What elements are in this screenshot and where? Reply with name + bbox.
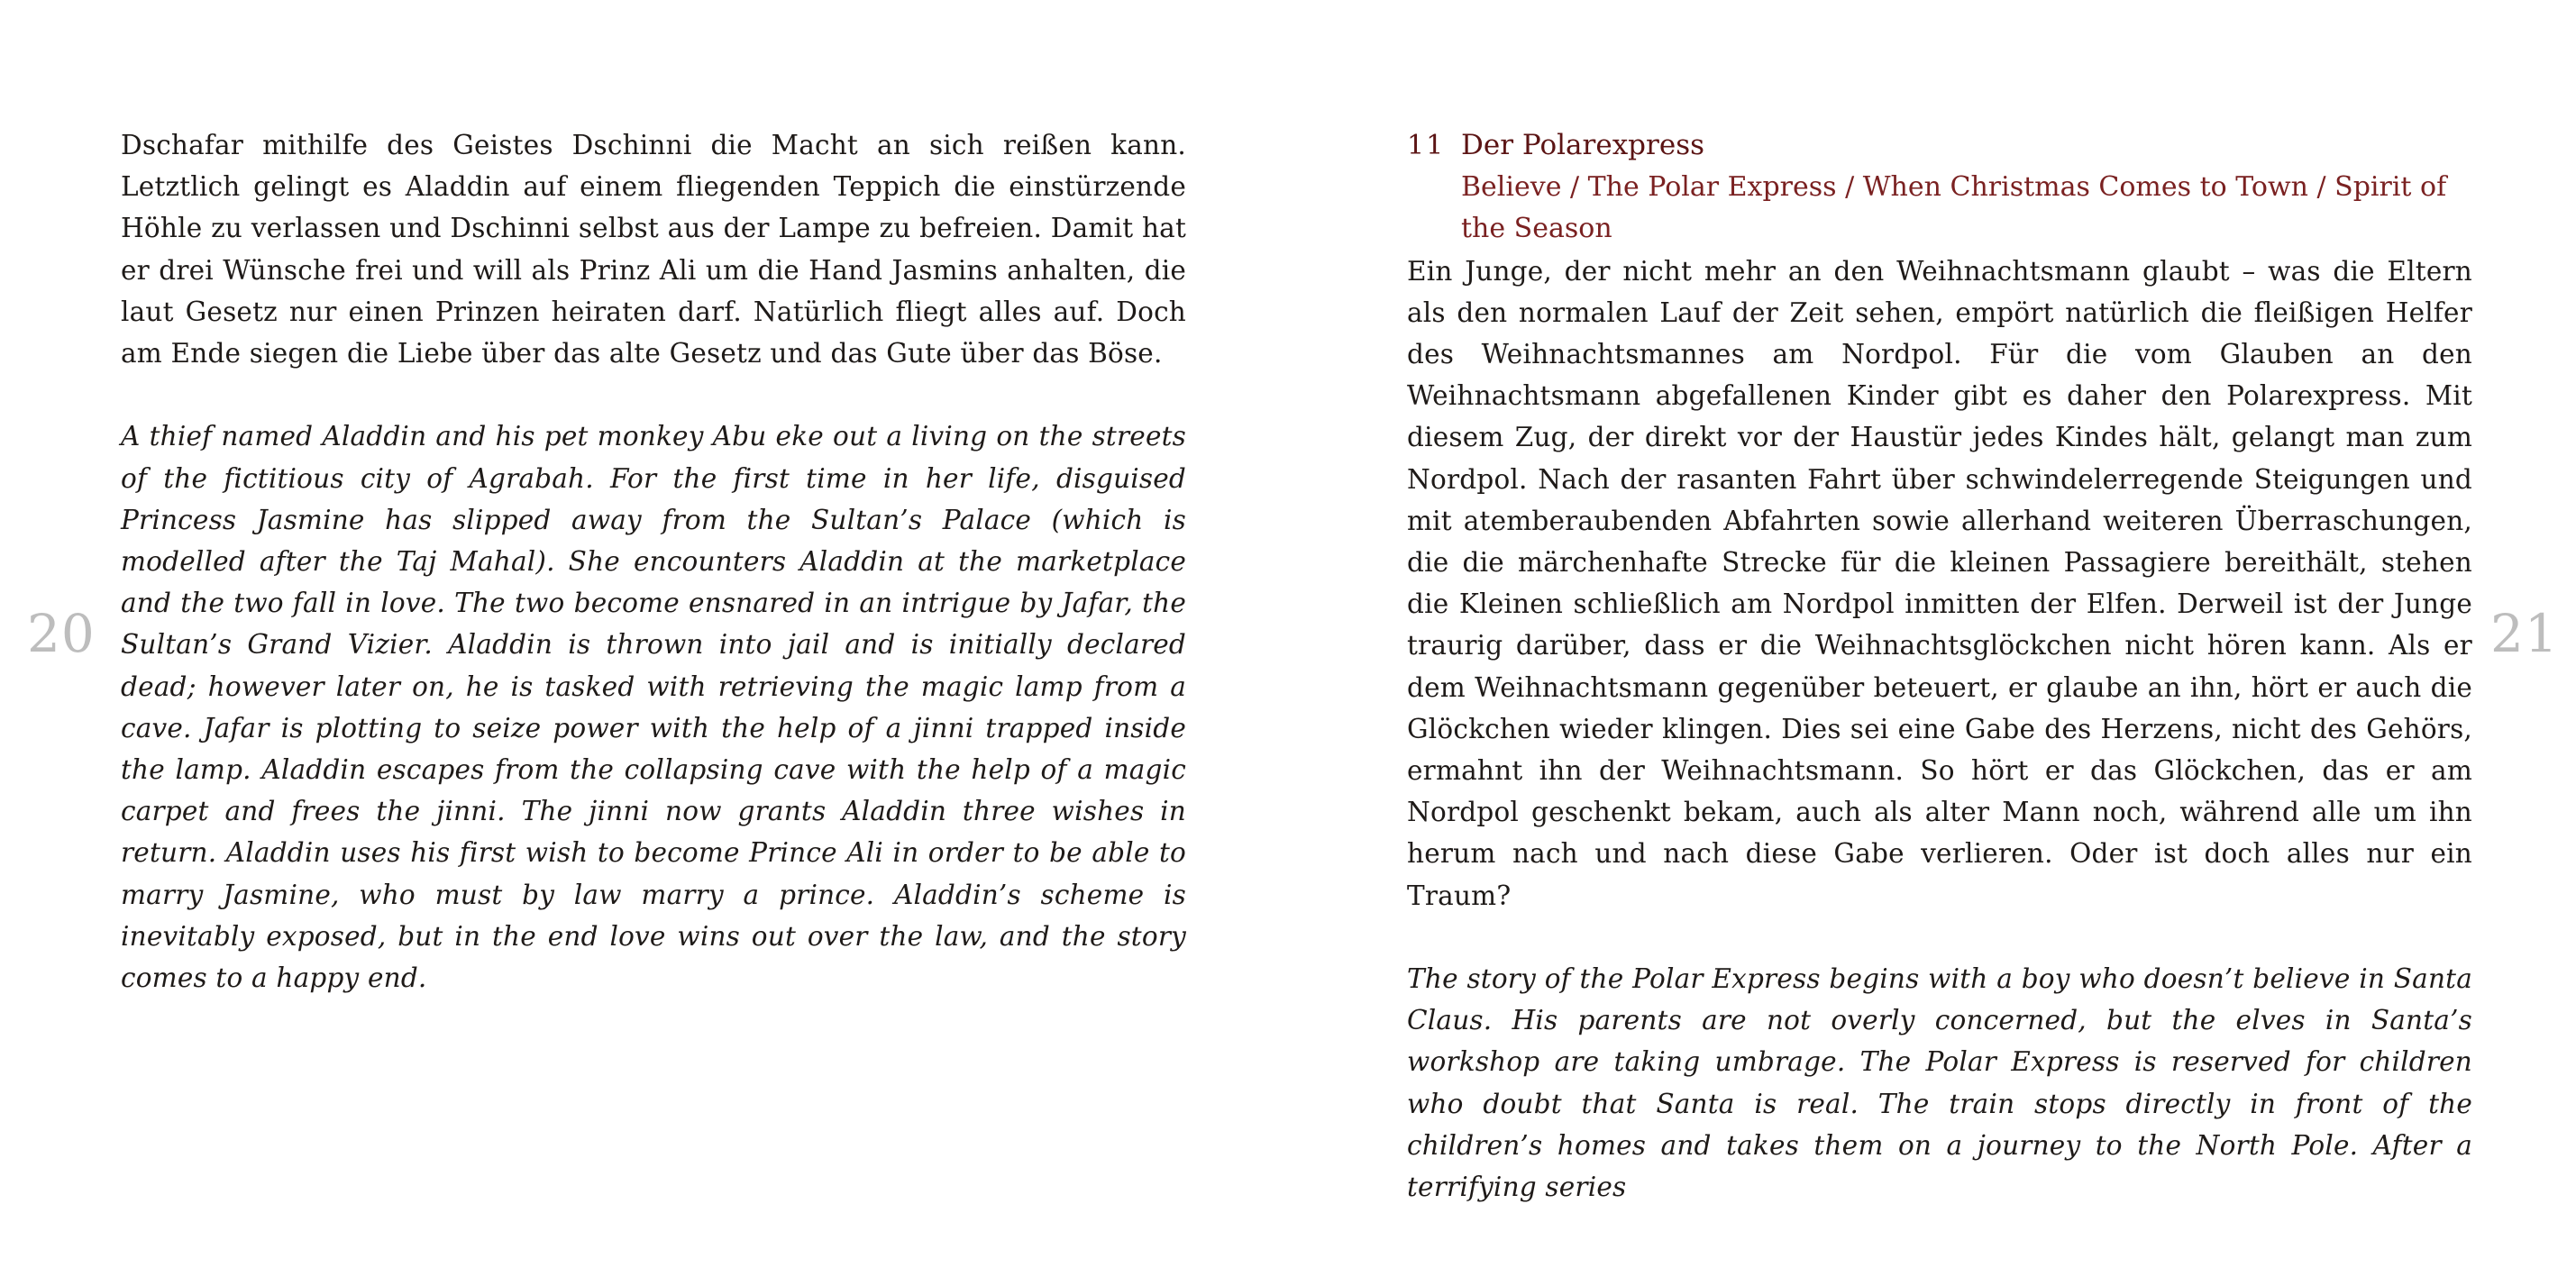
chapter-header: [1407, 124, 2472, 251]
chapter-number: 11: [1407, 130, 1446, 161]
english-synopsis-paragraph: The story of the Polar Express begins with a boy who doesn’t believe in Santa Claus. His parents are not overly concerned, but the elves in Santa’s workshop are taking umbrage. The Polar Express is reserved for children who doubt that Santa is real. The train stops directly in front of the children’s homes and takes them on a journey to the North Pole. After a terrifying series: [1407, 963, 2472, 1203]
right-text-column: [1407, 124, 2472, 1249]
right-page: [1288, 0, 2576, 1277]
german-synopsis-paragraph: Dschafar mithilfe des Geistes Dschinni die Macht an sich reißen kann. Letztlich gelingt es Aladdin auf einem fliegenden Teppich die einstürzende Höhle zu verlassen und Dschinni selbst aus der Lampe zu befreien. Damit hat er drei Wünsche frei und will als Prinz Ali um die Hand Jasmins anhalten, die laut Gesetz nur einen Prinzen heiraten darf. Natürlich fliegt alles auf. Doch am Ende siegen die Liebe über das alte Gesetz und das Gute über das Böse.: [121, 130, 1186, 369]
left-text-column: [121, 124, 1186, 1040]
english-synopsis-paragraph: A thief named Aladdin and his pet monkey Abu eke out a living on the streets of the fictitious city of Agrabah. For the first time in her life, disguised Princess Jasmine has slipped away from the Sultan’s Palace (which is modelled after the Taj Mahal). She encounters Aladdin at the marketplace and the two fall in love. The two become ensnared in an intrigue by Jafar, the Sultan’s Grand Vizier. Aladdin is thrown into jail and is initially declared dead; however later on, he is tasked with retrieving the magic lamp from a cave. Jafar is plotting to seize power with the help of a jinni trapped inside the lamp. Aladdin escapes from the collapsing cave with the help of a magic carpet and frees the jinni. The jinni now grants Aladdin three wishes in return. Aladdin uses his first wish to become Prince Ali in order to be able to marry Jasmine, who must by law marry a prince. Aladdin’s scheme is inevitably exposed, but in the end love wins out over the law, and the story comes to a happy end.: [121, 421, 1186, 994]
chapter-title: Der Polarexpress: [1461, 129, 1705, 161]
chapter-heading: [1407, 124, 2472, 167]
chapter-song-list: Believe / The Polar Express / When Christmas Comes to Town / Spirit of the Season: [1461, 171, 2447, 245]
page-number-right: 21: [2490, 603, 2559, 664]
german-synopsis-paragraph: Ein Junge, der nicht mehr an den Weihnachtsmann glaubt – was die Eltern als den normalen Lauf der Zeit sehen, empört natürlich die fleißigen Helfer des Weihnachtsmannes am Nordpol. Für die vom Glauben an den Weihnachtsmann abgefallenen Kinder gibt es daher den Polarexpress. Mit diesem Zug, der direkt vor der Haustür jedes Kindes hält, gelangt man zum Nordpol. Nach der rasanten Fahrt über schwindelerregende Steigungen und mit atemberaubenden Abfahrten sowie allerhand weiteren Überraschungen, die die märchenhafte Strecke für die kleinen Passagiere bereithält, stehen die Kleinen schließlich am Nordpol inmitten der Elfen. Derweil ist der Junge traurig darüber, dass er die Weihnachtsglöckchen nicht hören kann. Als er dem Weihnachtsmann gegenüber beteuert, er glaube an ihn, hört er auch die Glöckchen wieder klingen. Dies sei eine Gabe des Herzens, nicht des Gehörs, ermahnt ihn der Weihnachtsmann. So hört er das Glöckchen, das er am Nordpol geschenkt bekam, auch als alter Mann noch, während alle um ihn herum nach und nach diese Gabe verlieren. Oder ist doch alles nur ein Traum?: [1407, 255, 2472, 911]
page-number-left: 20: [27, 603, 96, 664]
